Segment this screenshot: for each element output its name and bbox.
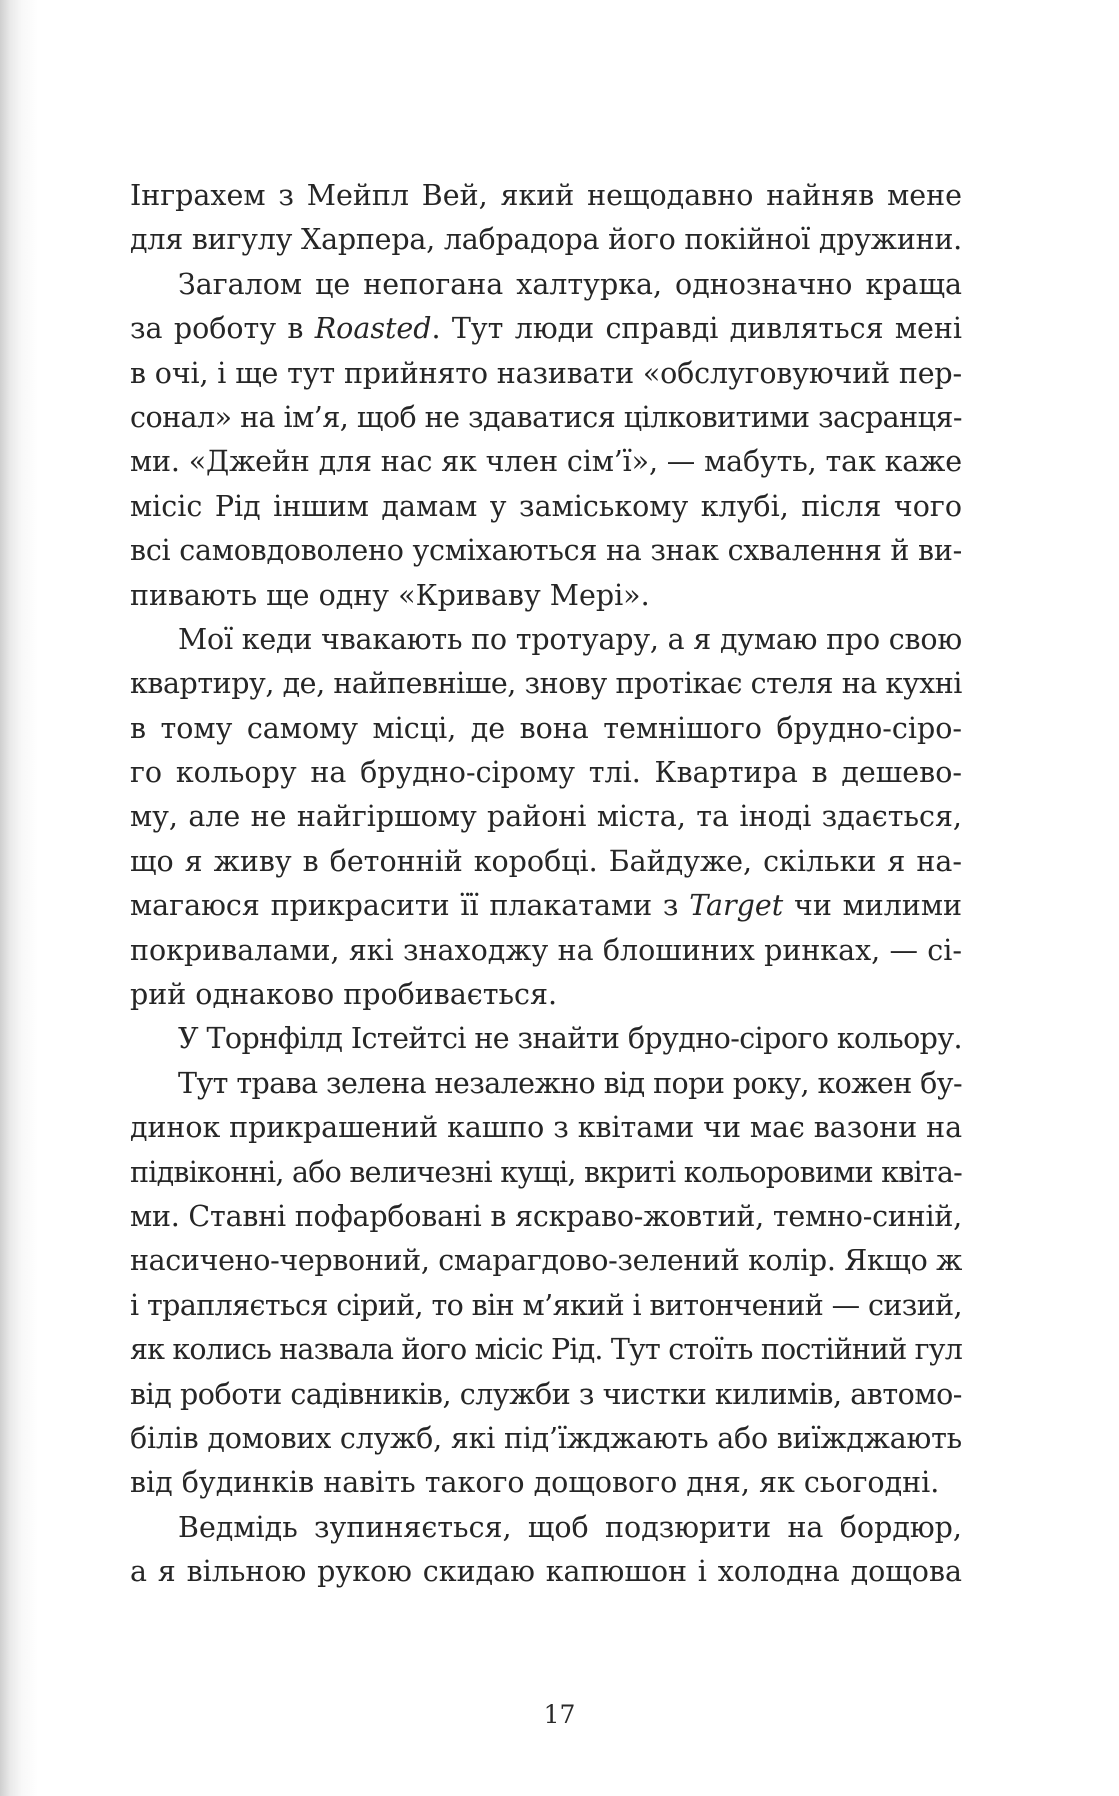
text-line: [130, 884, 962, 928]
text-line: квартиру, де, найпевніше, знову протікає стеля на кухні: [130, 667, 962, 701]
text-line: покривалами, які знаходжу на блошиних ринках, — сі-: [130, 933, 962, 967]
text-line: [130, 307, 962, 351]
text-line: підвіконні, або величезні кущі, вкриті кольоровими квіта-: [130, 1155, 962, 1189]
text-line: в тому самому місці, де вона темнішого брудно-сіро-: [130, 711, 962, 745]
text-line: всі самовдоволено усміхаються на знак схвалення й ви-: [130, 534, 962, 568]
text-line: сонал» на ім’я, щоб не здаватися цілковитими засранця-: [130, 400, 962, 434]
text-line: в очі, і ще тут прийнято називати «обслуговуючий пер-: [130, 356, 963, 390]
text-line: динок прикрашений кашпо з квітами чи має вазони на: [130, 1111, 962, 1145]
text-line: від будинків навіть такого дощового дня, як сьогодні.: [130, 1466, 940, 1500]
text-line: Загалом це непогана халтурка, однозначно краща: [178, 267, 962, 301]
text-line: насичено-червоний, смарагдово-зелений колір. Якщо ж: [130, 1244, 962, 1278]
text-line: рий однаково пробивається.: [130, 978, 558, 1012]
text-line: місіс Рід іншим дамам у заміському клубі, після чого: [130, 489, 962, 523]
page-number: 17: [543, 1700, 576, 1729]
italic-title: Target: [689, 889, 784, 923]
italic-title: Roasted: [314, 312, 432, 346]
text-segment: магаюся прикрасити її плакатами з: [130, 889, 690, 923]
text-line: як колись назвала його місіс Рід. Тут стоїть постійний гул: [130, 1333, 962, 1367]
text-segment: чи милими: [783, 889, 962, 923]
text-line: ми. Ставні пофарбовані в яскраво-жовтий, темно-синій,: [130, 1199, 962, 1233]
text-line: що я живу в бетонній коробці. Байдуже, скільки я на-: [130, 844, 962, 878]
text-line: а я вільною рукою скидаю капюшон і холодна дощова: [130, 1555, 962, 1589]
text-line: Мої кеди чвакають по тротуару, а я думаю про свою: [178, 622, 962, 656]
text-line: і трапляється сірий, то він м’який і витончений — сизий,: [130, 1288, 962, 1322]
text-segment: за роботу в: [130, 312, 315, 346]
text-line: ми. «Джейн для нас як член сім’ї», — мабуть, так каже: [130, 445, 962, 479]
text-line: білів домових служб, які під’їжджають або виїжджають: [130, 1421, 962, 1455]
text-line: го кольору на брудно-сірому тлі. Квартира в дешево-: [130, 756, 962, 790]
text-line: Ведмідь зупиняється, щоб подзюрити на бордюр,: [178, 1510, 962, 1544]
text-line: У Торнфілд Істейтсі не знайти брудно-сірого кольору.: [178, 1022, 963, 1056]
text-line: для вигулу Харпера, лабрадора його покійної дружини.: [130, 223, 963, 257]
body-text: [130, 174, 962, 1595]
text-segment: . Тут люди справді дивляться мені: [431, 312, 962, 346]
text-line: від роботи садівників, служби з чистки килимів, автомо-: [130, 1377, 962, 1411]
text-line: му, але не найгіршому районі міста, та іноді здається,: [130, 800, 962, 834]
text-line: Тут трава зелена незалежно від пори року, кожен бу-: [178, 1066, 963, 1100]
text-line: пивають ще одну «Криваву Мері».: [130, 578, 650, 612]
text-line: Інграхем з Мейпл Вей, який нещодавно найняв мене: [130, 179, 962, 212]
